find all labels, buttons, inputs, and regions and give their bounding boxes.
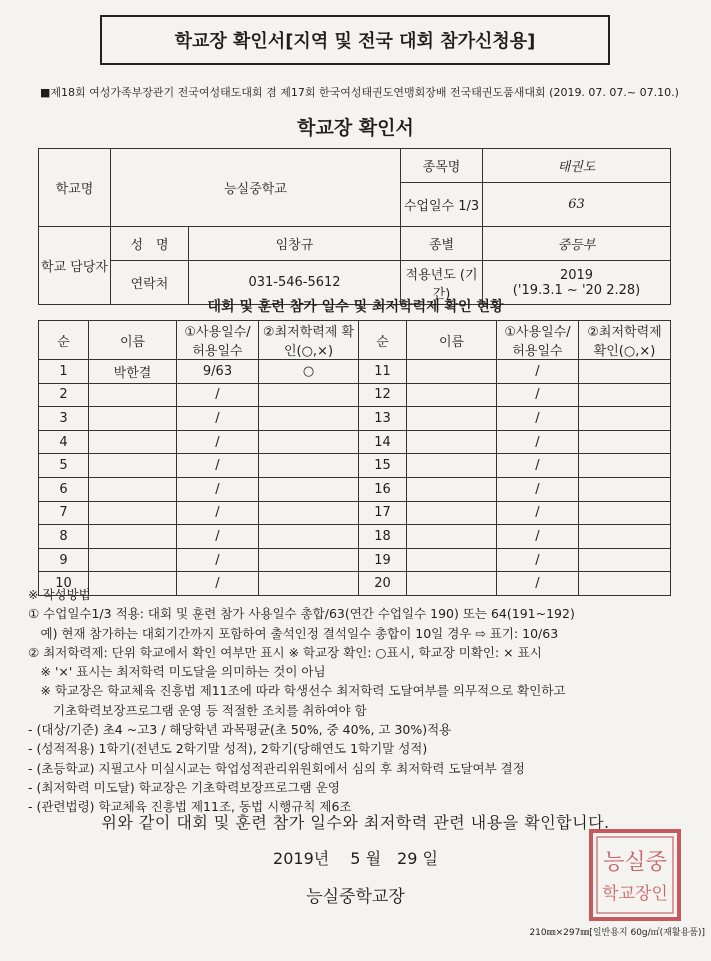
table-row bbox=[39, 454, 671, 478]
cell-name bbox=[407, 548, 497, 572]
cell-no: 11 bbox=[359, 360, 407, 384]
period-year: 2019 bbox=[559, 267, 594, 283]
cell-days: / bbox=[177, 501, 259, 525]
cell-days: / bbox=[177, 430, 259, 454]
cell-days: / bbox=[177, 525, 259, 549]
manager-label: 학교 담당자 bbox=[39, 227, 111, 305]
cell-check bbox=[259, 454, 359, 478]
cell-name bbox=[89, 501, 177, 525]
cell-days: / bbox=[497, 407, 579, 431]
table-row bbox=[39, 477, 671, 501]
school-label: 학교명 bbox=[39, 149, 111, 227]
status-title: 대회 및 훈련 참가 일수 및 최저학력제 확인 현황 bbox=[207, 299, 504, 315]
contact-label: 연락처 bbox=[111, 261, 189, 305]
header-check: ②최저학력제 확인(○,×) bbox=[579, 321, 671, 360]
cell-days: / bbox=[497, 525, 579, 549]
table-row bbox=[39, 407, 671, 431]
cell-days: / bbox=[497, 572, 579, 596]
sport-value: 태권도 bbox=[483, 149, 671, 183]
table-row bbox=[39, 383, 671, 407]
cell-check: ○ bbox=[259, 360, 359, 384]
cell-no: 3 bbox=[39, 407, 89, 431]
note-line: ① 수업일수1/3 적용: 대회 및 훈련 참가 사용일수 총합/63(연간 수업일수 190) 또는 64(191~192) bbox=[28, 606, 575, 622]
cell-name bbox=[89, 430, 177, 454]
cell-check bbox=[579, 454, 671, 478]
table-header-row bbox=[39, 321, 671, 360]
cell-days: / bbox=[497, 360, 579, 384]
cell-name bbox=[89, 525, 177, 549]
table-row bbox=[39, 525, 671, 549]
note-line: ※ 학교장은 학교체육 진흥법 제11조에 따라 학생선수 최저학력 도달여부를 의무적으로 확인하고 bbox=[28, 683, 566, 699]
cell-days: / bbox=[497, 454, 579, 478]
cell-no: 16 bbox=[359, 477, 407, 501]
cell-days: / bbox=[497, 430, 579, 454]
cell-check bbox=[579, 360, 671, 384]
cell-days: / bbox=[497, 501, 579, 525]
principal-signature: 능실중학교장 bbox=[306, 887, 405, 907]
note-line: 기초학력보장프로그램 운영 등 적절한 조치를 취하여야 함 bbox=[28, 702, 367, 718]
confirm-date: 2019년 5 월 29 일 bbox=[273, 849, 438, 868]
cell-name bbox=[89, 477, 177, 501]
cell-no: 5 bbox=[39, 454, 89, 478]
cell-days: / bbox=[497, 383, 579, 407]
cell-check bbox=[259, 407, 359, 431]
cell-check bbox=[579, 383, 671, 407]
header-no: 순 bbox=[39, 321, 89, 360]
name-value: 임창규 bbox=[189, 227, 401, 261]
cell-check bbox=[259, 383, 359, 407]
cell-no: 10 bbox=[39, 572, 89, 596]
cell-no: 4 bbox=[39, 430, 89, 454]
period-label: 적용년도 (기간) bbox=[401, 261, 483, 305]
table-row bbox=[39, 501, 671, 525]
cell-check bbox=[579, 477, 671, 501]
header-days: ①사용일수/ 허용일수 bbox=[497, 321, 579, 360]
cell-no: 14 bbox=[359, 430, 407, 454]
cell-days: / bbox=[177, 477, 259, 501]
note-line: - (성적적용) 1학기(전년도 2학기말 성적), 2학기(당해연도 1학기말 성적) bbox=[28, 741, 428, 757]
cell-no: 2 bbox=[39, 383, 89, 407]
division-value: 중등부 bbox=[483, 227, 671, 261]
cell-check bbox=[259, 501, 359, 525]
info-table bbox=[38, 148, 671, 305]
cell-check bbox=[579, 430, 671, 454]
header-title: 학교장 확인서[지역 및 전국 대회 참가신청용] bbox=[174, 31, 536, 52]
cell-no: 12 bbox=[359, 383, 407, 407]
cell-no: 15 bbox=[359, 454, 407, 478]
cell-name bbox=[89, 548, 177, 572]
cell-check bbox=[579, 407, 671, 431]
note-line: ※ '×' 표시는 최저학력 미도달을 의미하는 것이 아님 bbox=[28, 664, 326, 680]
header-no: 순 bbox=[359, 321, 407, 360]
cell-no: 7 bbox=[39, 501, 89, 525]
cell-no: 8 bbox=[39, 525, 89, 549]
table-row bbox=[39, 430, 671, 454]
cell-no: 20 bbox=[359, 572, 407, 596]
notes-section bbox=[28, 585, 688, 817]
cell-days: 9/63 bbox=[177, 360, 259, 384]
cell-check bbox=[259, 477, 359, 501]
cell-no: 1 bbox=[39, 360, 89, 384]
note-line: - (최저학력 미도달) 학교장은 기초학력보장프로그램 운영 bbox=[28, 779, 340, 795]
paper-info: 210㎜×297㎜[일반용지 60g/㎡(재활용품)] bbox=[529, 928, 705, 938]
note-line: - (관련법령) 학교체육 진흥법 제11조, 동법 시행규칙 제6조 bbox=[28, 799, 352, 815]
cell-no: 17 bbox=[359, 501, 407, 525]
cell-days: / bbox=[177, 407, 259, 431]
cell-name bbox=[89, 407, 177, 431]
cell-name bbox=[407, 525, 497, 549]
cell-name bbox=[89, 383, 177, 407]
note-line: - (초등학교) 지필고사 미실시교는 학업성적관리위원회에서 심의 후 최저학력 도달여부 결정 bbox=[28, 760, 525, 776]
cell-days: / bbox=[497, 548, 579, 572]
header-check: ②최저학력제 확인(○,×) bbox=[259, 321, 359, 360]
participation-table bbox=[38, 320, 671, 596]
name-label: 성 명 bbox=[111, 227, 189, 261]
table-row bbox=[39, 548, 671, 572]
school-name: 능실중학교 bbox=[111, 149, 401, 227]
header-name: 이름 bbox=[89, 321, 177, 360]
days-label: 수업일수 1/3 bbox=[401, 183, 483, 227]
cell-days: / bbox=[177, 572, 259, 596]
header-title-box bbox=[100, 15, 610, 65]
cell-no: 9 bbox=[39, 548, 89, 572]
cell-name bbox=[407, 454, 497, 478]
cell-check bbox=[579, 525, 671, 549]
cell-name: 박한결 bbox=[89, 360, 177, 384]
cell-no: 13 bbox=[359, 407, 407, 431]
cell-no: 18 bbox=[359, 525, 407, 549]
cell-name bbox=[89, 454, 177, 478]
contact-value: 031-546-5612 bbox=[189, 261, 401, 305]
note-line: 예) 현재 참가하는 대회기간까지 포함하여 출석인정 결석일수 총합이 10일 경우 ⇨ 표기: 10/63 bbox=[28, 625, 559, 641]
cell-check bbox=[259, 548, 359, 572]
cell-name bbox=[407, 360, 497, 384]
cell-days: / bbox=[177, 548, 259, 572]
division-label: 종별 bbox=[401, 227, 483, 261]
cell-name bbox=[407, 501, 497, 525]
days-value: 63 bbox=[483, 183, 671, 227]
cell-check bbox=[259, 525, 359, 549]
cell-days: / bbox=[177, 383, 259, 407]
period-range: ('19.3.1 ~ '20 2.28) bbox=[512, 282, 641, 298]
note-line: ② 최저학력제: 단위 학교에서 확인 여부만 표시 ※ 학교장 확인: ○표시, 학교장 미확인: × 표시 bbox=[28, 644, 542, 660]
cell-name bbox=[407, 477, 497, 501]
event-line: ■제18회 여성가족부장관기 전국여성태도대회 겸 제17회 한국여성태권도연맹회장배 전국태권도품새대회 (2019. 07. 07.~ 07.10.) bbox=[40, 86, 679, 99]
table-row bbox=[39, 360, 671, 384]
seal-text-bottom: 학교장인 bbox=[602, 884, 668, 904]
note-line: ※ 작성방법 bbox=[28, 587, 91, 602]
header-name: 이름 bbox=[407, 321, 497, 360]
seal-text-top: 능실중 bbox=[603, 850, 667, 875]
cell-no: 6 bbox=[39, 477, 89, 501]
cell-name bbox=[407, 383, 497, 407]
cell-name bbox=[407, 407, 497, 431]
sport-label: 종목명 bbox=[401, 149, 483, 183]
header-days: ①사용일수/ 허용일수 bbox=[177, 321, 259, 360]
seal-stamp-icon bbox=[585, 825, 685, 925]
cell-check bbox=[579, 501, 671, 525]
confirm-text: 위와 같이 대회 및 훈련 참가 일수와 최저학력 관련 내용을 확인합니다. bbox=[101, 813, 610, 832]
cell-no: 19 bbox=[359, 548, 407, 572]
note-line: - (대상/기준) 초4 ~고3 / 해당학년 과목평균(초 50%, 중 40%, 고 30%)적용 bbox=[28, 722, 452, 738]
doc-title: 학교장 확인서 bbox=[297, 117, 414, 139]
cell-name bbox=[407, 430, 497, 454]
cell-check bbox=[259, 430, 359, 454]
cell-days: / bbox=[497, 477, 579, 501]
cell-check bbox=[579, 548, 671, 572]
cell-days: / bbox=[177, 454, 259, 478]
